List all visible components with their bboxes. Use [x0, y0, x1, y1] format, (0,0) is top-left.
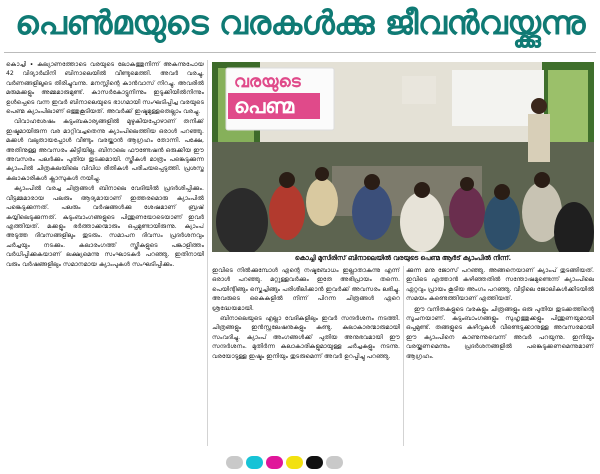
photo-caption: കൊച്ചി മുസിരിസ് ബിനാലെയിൽ വരയുടെ പെണ്മ ആർട് ക്യാംപിൽ നിന്ന്. — [294, 254, 512, 262]
article-column-1 — [6, 60, 204, 446]
print-color-bar — [226, 456, 343, 469]
article-photo — [212, 62, 594, 252]
banner-line-1: വരയുടെ — [234, 72, 301, 92]
paragraph: ഈ വനിതകളുടെ വരകളും ചിത്രങ്ങളും ഒരു പുതിയ തുടക്കത്തിന്റെ സൂചനയാണ്. കുടുംബാംഗങ്ങളും സുഹൃത്തുക്കളും പിന്തുണയുമായി ഒപ്പമുണ്ട്. തങ്ങളുടെ കഴിവുകൾ വീണ്ടെടുക്കാനുള്ള അവസരമായി ഈ ക്യാംപിനെ കാണുന്നുവെന്ന് അവർ പറയുന്നു. ഇനിയും വരയ്ക്കണമെന്നും പ്രദർശനങ്ങളിൽ പങ്കെടുക്കണമെന്നുമാണ് ആഗ്രഹം. — [406, 305, 594, 360]
article-column-2 — [212, 266, 400, 446]
banner-line-2: പെണ്മ — [228, 93, 320, 119]
article-headline — [0, 0, 600, 46]
paragraph: കൊച്ചി ∙ കല്യാണത്തോടെ വരയുടെ ലോകത്തുനിന്ന് അകന്നുപോയ 42 വിദ്യാർഥിനി ബിനാലെയിൽ വീണ്ടുമെത്തി. അവർ വരച്ചു, വർണങ്ങളിലൂടെ തിരിച്ചുവന്നു. മനസ്സിന്റെ കാൻവാസ് നിറച്ചു. അവരിൽ മരുമക്കളും അമ്മമാരുമുണ്ട്. കാസർകോട്ടുനിന്നും ഇടുക്കിയിൽനിന്നും ഉൾപ്പെടെ വന്ന ഇവർ ബിനാലെയുടെ ഭാഗമായി സംഘടിപ്പിച്ച വരയുടെ പെണ്മ ക്യാംപിലാണ് ഒത്തുകൂടിയത്. അവർക്ക് ഇഷ്ടമുള്ളതെല്ലാം വരച്ചു. — [6, 61, 204, 116]
headline-rule — [4, 52, 596, 53]
paragraph: ക്യാംപിൽ വരച്ച ചിത്രങ്ങൾ ബിനാലെ വേദിയിൽ പ്രദർശിപ്പിക്കും. വീട്ടമ്മമാരായ പലരും ആദ്യമായാണ് ഇത്തരമൊരു ക്യാംപിൽ പങ്കെടുക്കുന്നത്. പലരും വർഷങ്ങൾക്കു ശേഷമാണ് ബ്രഷ് കയ്യിലെടുക്കുന്നത്. കുടുംബാംഗങ്ങളുടെ പിന്തുണയോടെയാണ് ഇവർ എത്തിയത്. മക്കളും ഭർത്താക്കന്മാരും ഒപ്പമുണ്ടായിരുന്നു. ക്യാംപ് അടുത്ത ദിവസങ്ങളിലും തുടരും. സമാപന ദിവസം പ്രദർശനവും ചർച്ചയും നടക്കും. കലാരംഗത്ത് സ്ത്രീകളുടെ പങ്കാളിത്തം വർധിപ്പിക്കുകയാണ് ലക്ഷ്യമെന്നു സംഘാടകർ പറഞ്ഞു. ഇതിനായി വരും വർഷങ്ങളിലും സമാനമായ ക്യാംപുകൾ സംഘടിപ്പിക്കും. — [6, 185, 204, 268]
paragraph: ക്കുന്ന മനു ജോസ് പറഞ്ഞു. അങ്ങനെയാണ് ക്യാംപ് തുടങ്ങിയത്. ഇവിടെ എത്താൻ കഴിഞ്ഞതിൽ സന്തോഷമുണ്ടെന്ന് ക്യാംപിലെ ഏറ്റവും പ്രായം കൂടിയ അംഗം പറഞ്ഞു. വീട്ടിലെ ജോലികൾക്കിടയിൽ സമയം കണ്ടെത്തിയാണ് എത്തിയത്. — [406, 267, 594, 303]
color-swatch — [306, 456, 323, 469]
banner-sign — [228, 71, 332, 129]
color-swatch — [246, 456, 263, 469]
color-swatch — [326, 456, 343, 469]
color-swatch — [266, 456, 283, 469]
column-divider — [403, 266, 404, 446]
color-swatch — [286, 456, 303, 469]
column-divider — [207, 60, 208, 446]
paragraph: ഇവിടെ നിൽക്കുമ്പോൾ എന്റെ നഷ്ടബോധം ഇല്ലാതാകുന്നു എന്ന് ഒരാൾ പറഞ്ഞു. മറ്റുള്ളവർക്കും ഇതേ അഭിപ്രായം തന്നെ. പെയിന്റിങ്ങും സ്കെച്ചിങ്ങും പരിശീലിക്കാൻ ഇവർക്ക് അവസരം ലഭിച്ചു. അവരുടെ കൈകളിൽ നിന്ന് പിറന്ന ചിത്രങ്ങൾ ഏറെ ശ്രദ്ധേയമായി. — [212, 267, 400, 312]
paragraph: വിവാഹശേഷം കുടുംബകാര്യങ്ങളിൽ മുഴുകിയപ്പോഴാണ് തനിക്ക് ഇഷ്ടമായിരുന്ന വര മാറ്റിവച്ചതെന്നു ക്യാംപിലെത്തിയ ഒരാൾ പറഞ്ഞു. മക്കൾ വലുതായപ്പോൾ വീണ്ടും വരയ്ക്കാൻ ആഗ്രഹം തോന്നി. പക്ഷേ, അതിനുള്ള അവസരം കിട്ടിയില്ല. ബിനാലെ ഫൗണ്ടേഷൻ ഒരുക്കിയ ഈ അവസരം പലർക്കും പുതിയ തുടക്കമായി. സ്ത്രീകൾ മാത്രം പങ്കെടുക്കുന്ന ക്യാംപിൽ ചിത്രകലയിലെ വിവിധ രീതികൾ പരിചയപ്പെടുത്തി. പ്രശസ്ത കലാകാരികൾ ക്ലാസുകൾ നയിച്ചു. — [6, 118, 204, 182]
headline-text: പെൺമയുടെ വരകൾക്കു ജീവൻവയ്ക്കുന്നു — [15, 3, 585, 42]
article-column-3 — [406, 266, 594, 446]
color-swatch — [226, 456, 243, 469]
paragraph: ബിനാലെയുടെ എല്ലാ വേദികളിലും ഇവർ സന്ദർശനം നടത്തി. ചിത്രങ്ങളും ഇൻസ്റ്റലേഷനുകളും കണ്ടു. കലാകാരന്മാരുമായി സംവദിച്ചു. ക്യാംപ് അംഗങ്ങൾക്ക് പുതിയ അനുഭവമായി ഈ സന്ദർശനം. മുതിർന്ന കലാകാരികളുമായുള്ള ചർച്ചകളും നടന്നു. വരയോടുള്ള ഇഷ്ടം ഇനിയും തുടരുമെന്ന് അവർ ഉറപ്പിച്ചു പറഞ്ഞു. — [212, 315, 400, 360]
